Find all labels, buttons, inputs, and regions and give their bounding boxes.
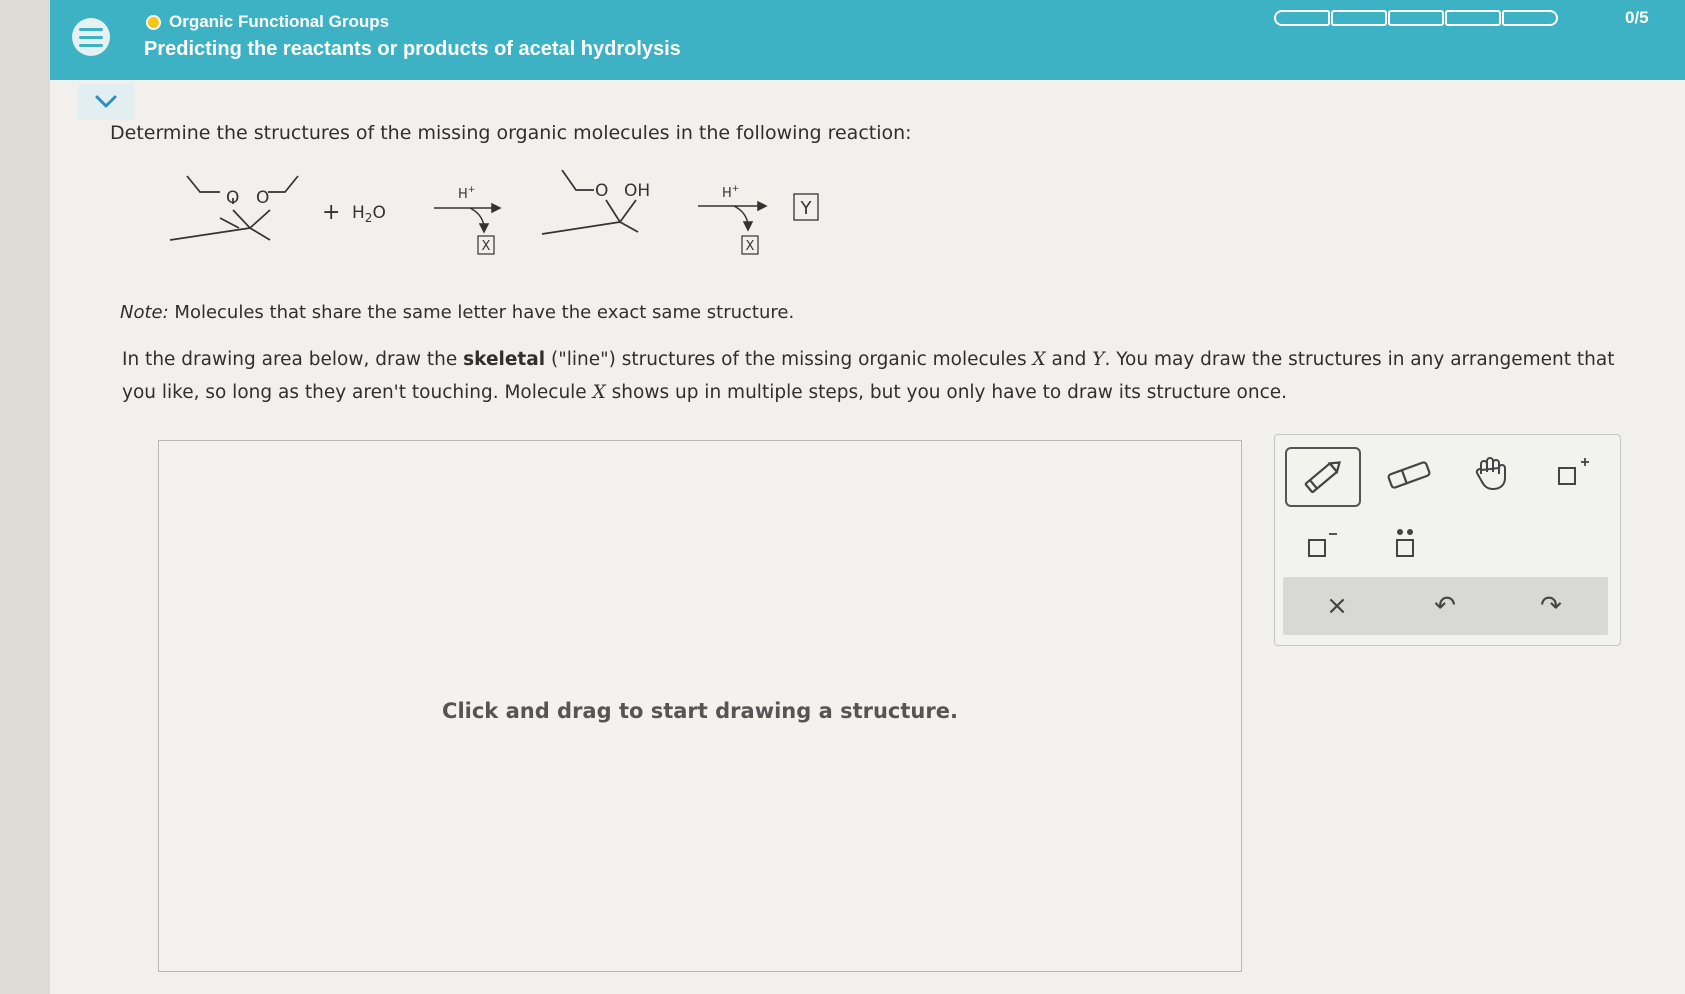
reactant-acetal [170, 176, 298, 240]
page-title: Predicting the reactants or products of acetal hydrolysis [144, 38, 681, 60]
pencil-tool-button[interactable] [1285, 447, 1361, 507]
byproduct-x-2: X [745, 239, 755, 254]
reaction-scheme [170, 170, 890, 280]
catalyst-label-2: H+ [722, 184, 740, 201]
positive-charge-tool-button[interactable] [1543, 447, 1603, 497]
browser-edge [0, 0, 50, 994]
molecule-y-var: Y [1092, 349, 1105, 370]
reactant-oxygen-2: O [256, 188, 270, 208]
negative-charge-icon [1303, 526, 1343, 562]
progress-segment [1331, 10, 1387, 26]
skeletal-emphasis: skeletal [463, 349, 546, 370]
eraser-icon [1386, 460, 1432, 490]
note-body: Molecules that share the same letter have the exact same structure. [168, 302, 795, 323]
undo-button[interactable] [1415, 583, 1475, 629]
reaction-arrow-1 [434, 204, 500, 232]
eraser-tool-button[interactable] [1379, 453, 1439, 497]
action-bar [1283, 577, 1608, 635]
progress-bar [1274, 10, 1559, 26]
molecule-x-var: X [1032, 349, 1046, 370]
reaction-arrow-2 [698, 202, 766, 230]
question-intro: Determine the structures of the missing organic molecules in the following reaction: [110, 122, 912, 144]
lone-pair-icon [1390, 524, 1420, 564]
byproduct-x-1: X [481, 239, 491, 254]
menu-icon-line [79, 36, 103, 39]
hand-tool-button[interactable] [1461, 449, 1521, 499]
chevron-down-icon [95, 95, 117, 109]
canvas-hint: Click and drag to start drawing a structure. [442, 699, 958, 723]
progress-segment [1274, 10, 1330, 26]
note-text [120, 302, 794, 323]
progress-segment [1445, 10, 1501, 26]
progress-count: 0/5 [1625, 8, 1649, 27]
redo-icon: ↷ [1540, 591, 1562, 621]
negative-charge-tool-button[interactable] [1293, 519, 1353, 569]
undo-icon: ↶ [1434, 591, 1456, 621]
instructions: In the drawing area below, draw the skeletal ("line") structures of the missing organic molecules X and Y. You may draw the structures in any arrangement that you like, so long as they aren't touching. Molecule X shows up in multiple steps, but you only have to draw its structure once. [122, 349, 1615, 403]
collapse-toggle[interactable] [78, 84, 134, 120]
plus-sign: + [322, 200, 341, 225]
drawing-toolbar [1274, 434, 1621, 646]
reactant-oxygen-1: O [226, 188, 240, 208]
water-formula: $H_2O$ [352, 203, 386, 225]
clear-button[interactable] [1307, 583, 1367, 629]
note-label: Note: [120, 302, 169, 323]
redo-button[interactable] [1521, 583, 1581, 629]
menu-button[interactable] [72, 18, 110, 56]
menu-icon-line [79, 44, 103, 47]
positive-charge-icon [1553, 454, 1593, 490]
menu-icon-line [79, 28, 103, 31]
intermediate-hemiacetal [542, 170, 638, 234]
topic-row [146, 12, 389, 32]
product-y: Y [800, 198, 812, 219]
close-icon: × [1326, 591, 1348, 621]
catalyst-label-1: H+ [458, 185, 476, 202]
progress-segment [1388, 10, 1444, 26]
intermediate-oxygen: O [595, 181, 609, 201]
header-bar [50, 0, 1685, 80]
molecule-x-var: X [592, 382, 606, 403]
progress-segment [1502, 10, 1558, 26]
hand-icon [1473, 456, 1509, 492]
drawing-canvas[interactable] [158, 440, 1242, 972]
topic-label: Organic Functional Groups [169, 12, 390, 31]
intermediate-hydroxyl: OH [624, 181, 651, 201]
lone-pair-tool-button[interactable] [1375, 519, 1435, 569]
topic-status-icon [146, 15, 161, 30]
pencil-icon [1301, 459, 1345, 495]
